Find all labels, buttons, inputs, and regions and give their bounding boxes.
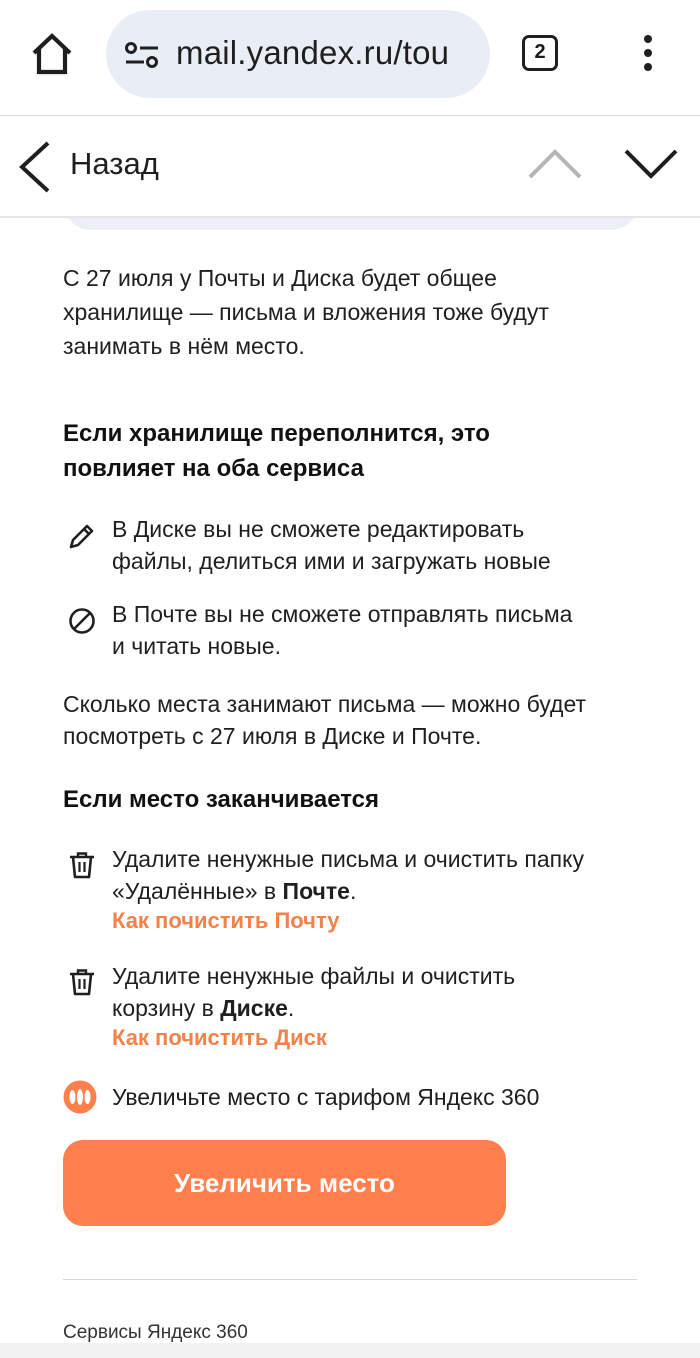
chevron-left-icon — [16, 140, 52, 194]
intro-paragraph — [63, 261, 549, 363]
url-text[interactable]: mail.yandex.ru/tou — [176, 34, 450, 71]
heading-line: Если хранилище переполнится, это — [63, 420, 490, 447]
tip-text: . — [349, 878, 357, 904]
back-label: Назад — [70, 146, 159, 181]
bottom-strip — [0, 1343, 700, 1358]
pencil-icon — [67, 521, 97, 551]
tip-service-name: Диске — [220, 995, 288, 1021]
note-line: Сколько места занимают письма — можно будет — [63, 691, 587, 717]
message-toolbar — [0, 116, 700, 216]
item-line: В Диске вы не сможете редактировать — [112, 516, 525, 542]
tip-upgrade: Увеличьте место с тарифом Яндекс 360 — [112, 1084, 540, 1110]
tip-line — [112, 875, 584, 907]
intro-line: С 27 июля у Почты и Диска будет общее — [63, 265, 497, 291]
intro-line: занимать в нём место. — [63, 333, 305, 359]
heading-line: повлияет на оба сервиса — [63, 455, 364, 482]
previous-message-button[interactable] — [526, 146, 584, 182]
tip-service-name: Почте — [282, 878, 350, 904]
tabs-button[interactable] — [522, 35, 558, 71]
tip-line: Удалите ненужные письма и очистить папку — [112, 846, 584, 872]
tip-text: корзину в — [112, 995, 221, 1021]
home-icon — [28, 30, 76, 78]
browser-menu-button[interactable] — [638, 34, 658, 74]
clean-mail-link[interactable]: Как почистить Почту — [112, 908, 340, 933]
tip-clean-disk — [112, 960, 515, 1024]
tab-count: 2 — [534, 41, 546, 63]
intro-line: хранилище — письма и вложения тоже будут — [63, 299, 549, 325]
tip-line — [112, 992, 515, 1024]
chevron-down-icon — [622, 146, 680, 182]
storage-note — [63, 688, 586, 752]
tip-text: . — [287, 995, 295, 1021]
mail-restriction-item — [112, 598, 572, 662]
more-vert-icon — [638, 34, 658, 74]
note-line: посмотреть с 27 июля в Диске и Почте. — [63, 723, 482, 749]
back-button[interactable] — [10, 138, 190, 194]
home-button[interactable] — [28, 30, 76, 78]
toolbar-divider — [0, 216, 700, 218]
chevron-up-icon — [526, 146, 584, 182]
yandex360-icon — [63, 1080, 97, 1114]
next-message-button[interactable] — [622, 146, 680, 182]
item-line: файлы, делиться ими и загружать новые — [112, 548, 551, 574]
item-line: и читать новые. — [112, 633, 281, 659]
tip-text: «Удалённые» в — [112, 878, 283, 904]
disk-restriction-item — [112, 513, 551, 577]
trash-icon — [67, 850, 97, 880]
section-heading-overflow — [63, 416, 490, 486]
address-bar[interactable] — [106, 10, 490, 98]
footer-services-label: Сервисы Яндекс 360 — [63, 1322, 248, 1343]
trash-icon — [67, 967, 97, 997]
section-heading-running-out: Если место заканчивается — [63, 786, 380, 813]
item-line: В Почте вы не сможете отправлять письма — [112, 601, 573, 627]
browser-chrome — [0, 0, 700, 115]
tip-clean-mail — [112, 843, 584, 907]
tip-line: Удалите ненужные файлы и очистить — [112, 963, 516, 989]
prohibited-icon — [67, 606, 97, 636]
clean-disk-link[interactable]: Как почистить Диск — [112, 1025, 327, 1050]
increase-storage-button[interactable]: Увеличить место — [63, 1140, 506, 1226]
site-settings-icon[interactable] — [124, 40, 160, 70]
footer-divider — [63, 1279, 637, 1280]
